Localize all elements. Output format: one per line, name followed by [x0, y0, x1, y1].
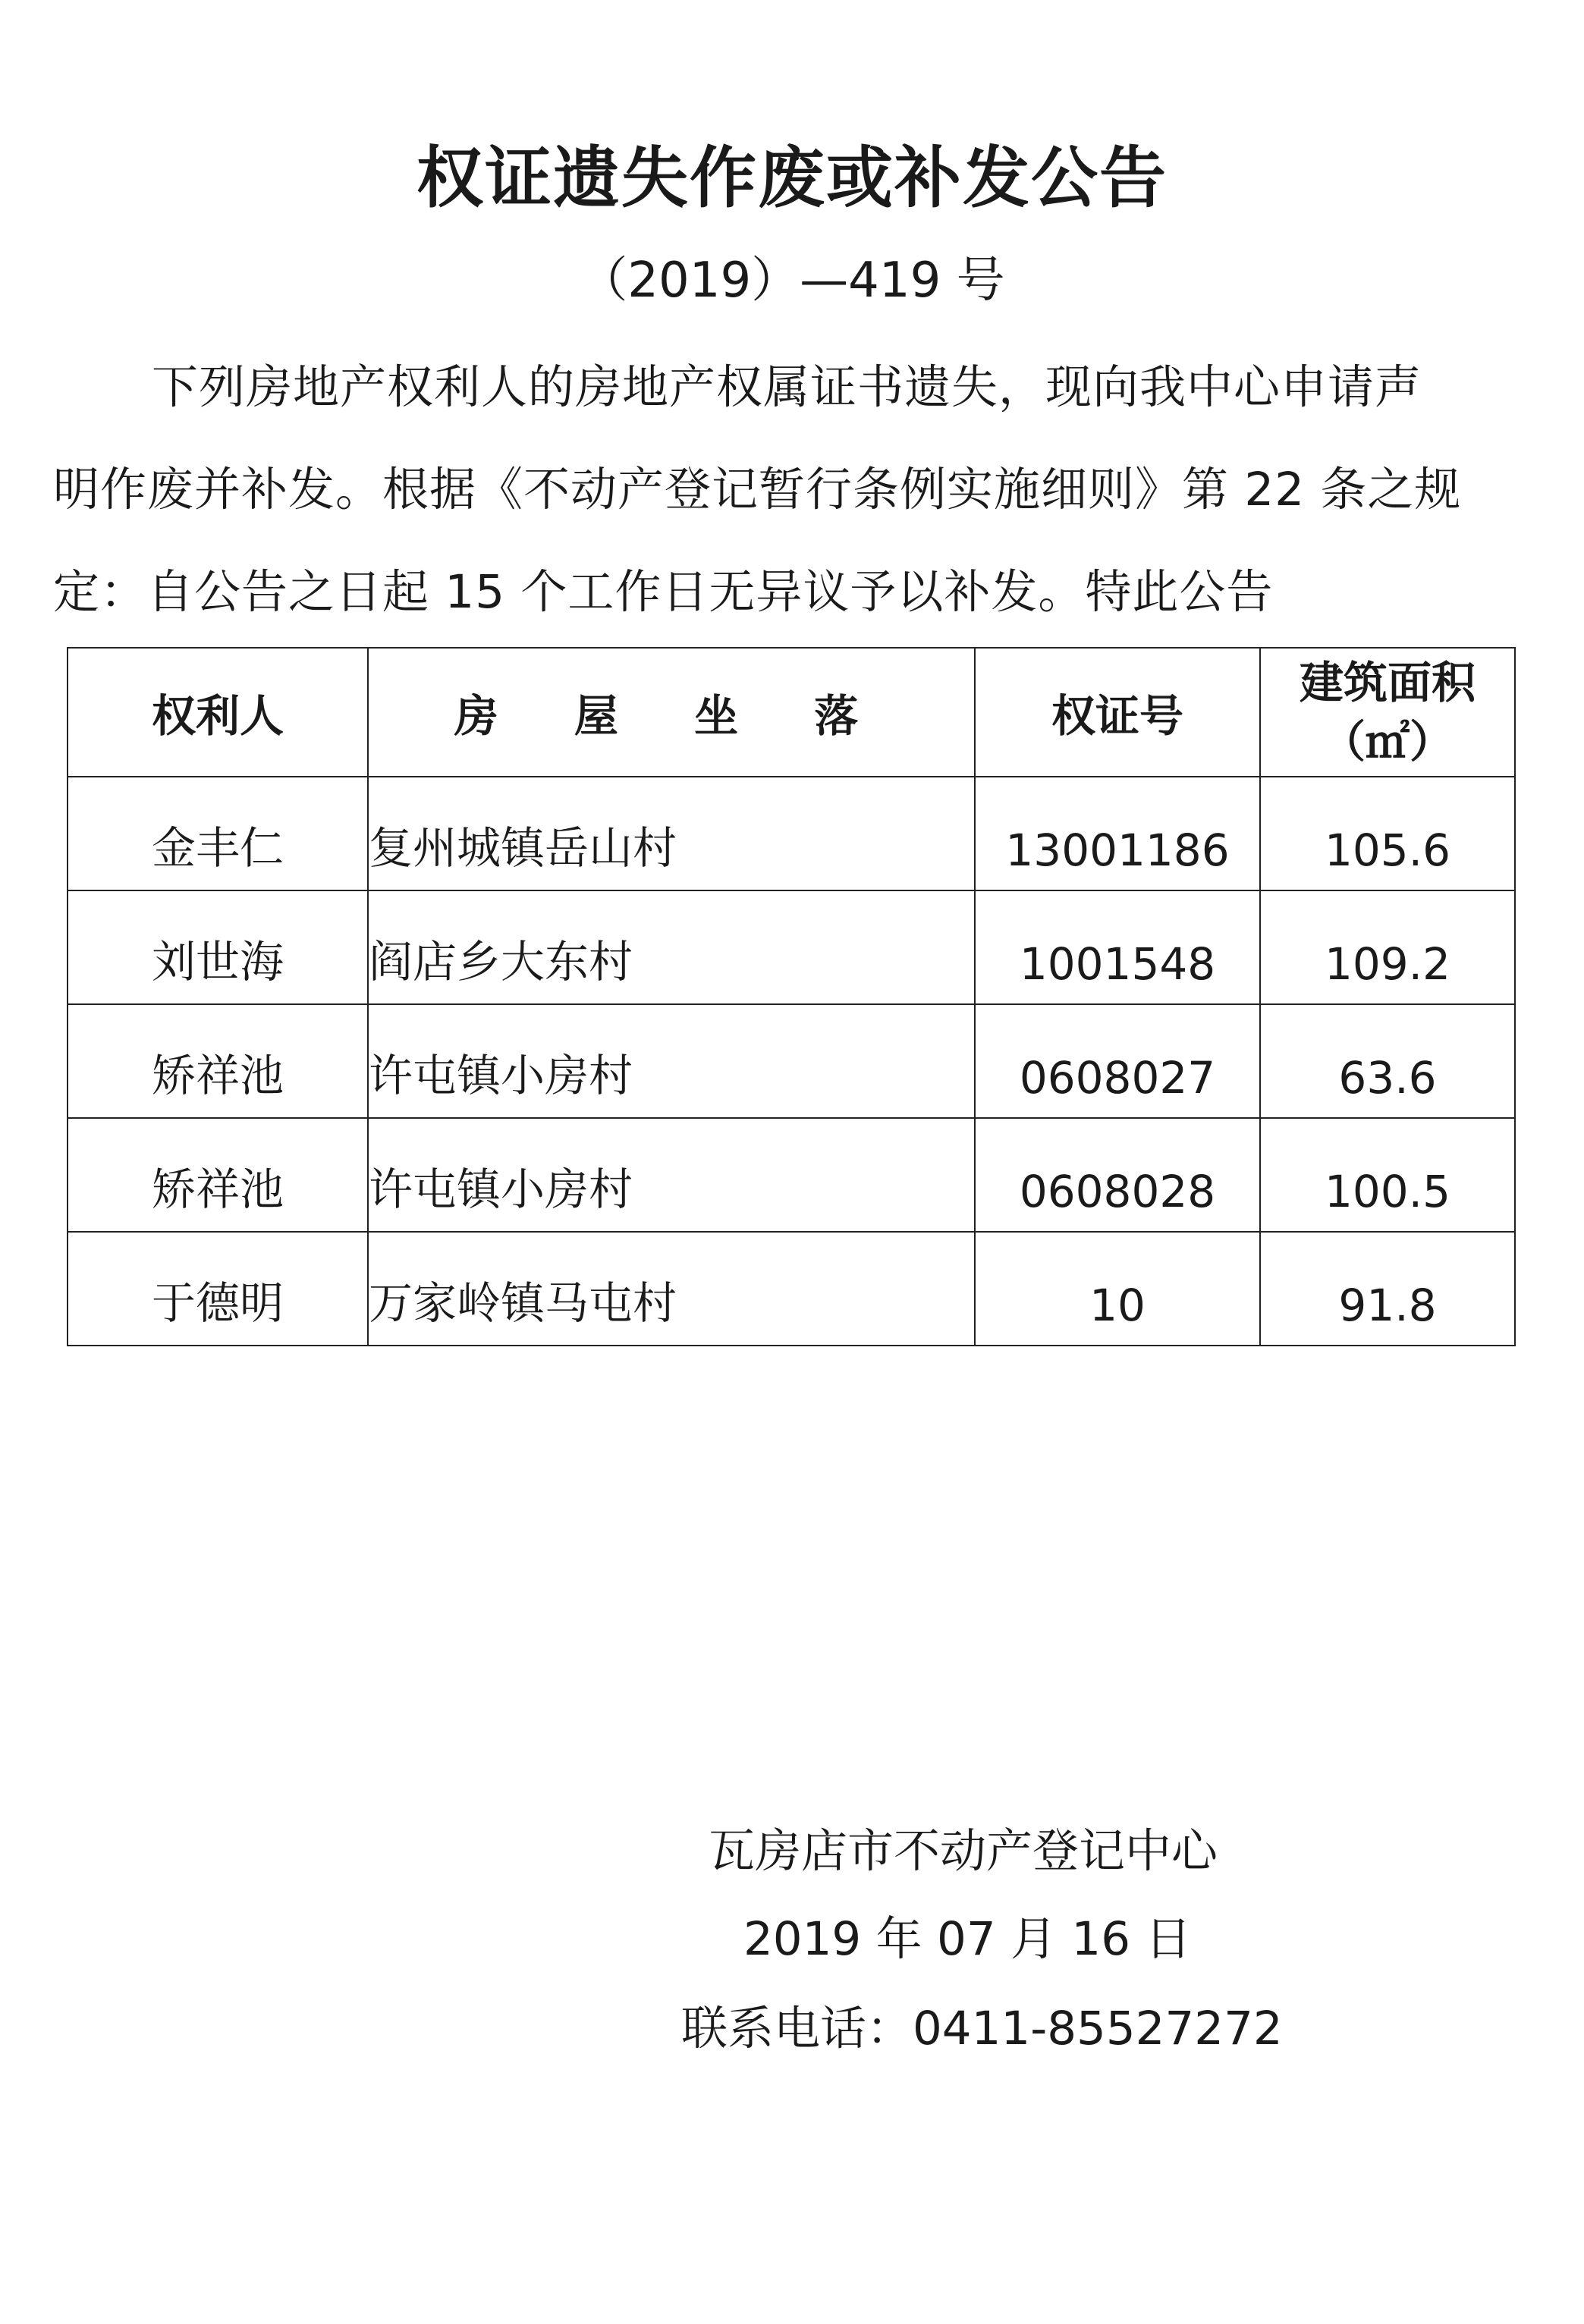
- cell-owner: 于德明: [68, 1232, 368, 1346]
- table-row: [68, 1232, 1515, 1346]
- cell-owner: 矫祥池: [68, 1118, 368, 1232]
- cell-certificate: 0608028: [975, 1118, 1260, 1232]
- cell-area: 91.8: [1260, 1232, 1515, 1346]
- cell-address: 许屯镇小房村: [368, 1004, 975, 1118]
- header-area-label: 建筑面积: [1299, 657, 1476, 708]
- page-title: 权证遗失作废或补发公告: [416, 139, 1168, 217]
- contact-phone: 联系电话：0411-85527272: [681, 2002, 1283, 2055]
- cell-owner: 金丰仁: [68, 777, 368, 890]
- body-text-line: 明作废并补发。根据《不动产登记暂行条例实施细则》第 22 条之规: [53, 463, 1462, 517]
- cell-owner: 刘世海: [68, 890, 368, 1004]
- cell-certificate: 13001186: [975, 777, 1260, 890]
- cell-area: 63.6: [1260, 1004, 1515, 1118]
- notice-number: （2019）—419 号: [579, 253, 1005, 309]
- certificate-table: [67, 647, 1516, 1346]
- header-area-unit: （㎡）: [1321, 716, 1454, 768]
- issue-date: 2019 年 07 月 16 日: [743, 1912, 1192, 1966]
- cell-area: 105.6: [1260, 777, 1515, 890]
- cell-address: 复州城镇岳山村: [368, 777, 975, 890]
- cell-address: 万家岭镇马屯村: [368, 1232, 975, 1346]
- cell-area: 109.2: [1260, 890, 1515, 1004]
- table-row: [68, 1004, 1515, 1118]
- header-area: [1260, 648, 1515, 777]
- body-text-line: 定：自公告之日起 15 个工作日无异议予以补发。特此公告: [53, 565, 1274, 619]
- cell-certificate: 1001548: [975, 890, 1260, 1004]
- cell-owner: 矫祥池: [68, 1004, 368, 1118]
- table-row: [68, 777, 1515, 890]
- cell-address: 许屯镇小房村: [368, 1118, 975, 1232]
- header-address-label: 房 屋 坐 落: [454, 690, 889, 742]
- cell-certificate: 0608027: [975, 1004, 1260, 1118]
- body-text-line: 下列房地产权利人的房地产权属证书遗失，现向我中心申请声: [152, 360, 1422, 414]
- table-row: [68, 1118, 1515, 1232]
- cell-area: 100.5: [1260, 1118, 1515, 1232]
- cell-address: 阎店乡大东村: [368, 890, 975, 1004]
- table-header-row: [68, 648, 1515, 777]
- header-address: [368, 648, 975, 777]
- issuing-organization: 瓦房店市不动产登记中心: [709, 1824, 1218, 1878]
- cell-certificate: 10: [975, 1232, 1260, 1346]
- header-owner: 权利人: [68, 648, 368, 777]
- header-certificate: 权证号: [975, 648, 1260, 777]
- table-row: [68, 890, 1515, 1004]
